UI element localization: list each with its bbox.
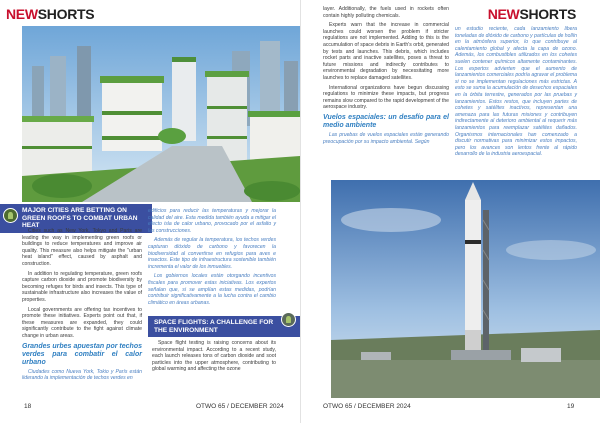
right-page <box>300 0 600 423</box>
left-column-2-space-text: Space flight testing is raising concerns about its environmental impact. According to a recent study, each launch releases tons of carbon dioxide and soot particles into the upper atmosphere, contributing to global warming and affecting the ozone <box>152 340 276 373</box>
leaf-icon <box>3 208 18 223</box>
issue-label-right: OTWO 65 / DECEMBER 2024 <box>323 403 411 410</box>
page-number-right: 19 <box>567 403 575 410</box>
right-column-2-spanish: un estudio reciente, cada lanzamiento libera toneladas de dióxido de carbono y partículas de hollín en la atmósfera superior, lo que contribuye al calentamiento global y afecta la capa de ozono. Además, los combustibles utilizados en los cohetes suelen contener químicos altamente contaminantes. Los expertos advierten que el aumento de lanzamientos comerciales podría agravar el problema si no se implementan regulaciones más estrictas. A esto se suma la acumulación de desechos espaciales en la órbita terrestre, generados por las pruebas y lanzamientos. Estos restos, que incluyen partes de cohetes y satélites inactivos, representan una amenaza para las futuras misiones y contribuyen indirectamente al deterioro ambiental al requerir más lanzamientos para reemplazar satélites dañados. Organismos internacionales han comenzado a discutir normativas para minimizar estos impactos, pero los avances son lentos frente al rápido desarrollo de la industria aeroespacial. <box>455 26 577 158</box>
right-column-1: layer. Additionally, the fuels used in rockets often contain highly polluting chemicals. Experts warn that the increase in commercial launches could worsen the problem if stricter regulations are not implemented. Adding to this is the accumulation of space debris in Earth's orbit, generated by tests and launches. This debris, which includes rocket parts and inactive satellites, poses a threat to future missions and indirectly contributes to environmental degradation by necessitating more launches to replace damaged satellites. International organizations have begun discussing regulations to minimize these impacts, but progress remains slow compared to the rapid development of the aerospace industry. Vuelos espaciales: un desafío para el medio ambiente Las pruebas de vuelos espaciales están generando preocupación por su impacto ambiental. Según <box>323 6 449 145</box>
left-column-2-spanish: edificios para reducir las temperaturas y mejorar la calidad del aire. Esta medida también ayuda a mitigar el efecto isla de calor urbano, provocado por el asfalto y las construcciones. Además de regular la temperatura, los techos verdes capturan dióxido de carbono y favorecen la biodiversidad al convertirse en refugios para aves e insectos. Este tipo de infraestructura sostenible también incrementa el valor de los inmuebles. Los gobiernos locales están otorgando incentivos fiscales para promover estas iniciativas. Los expertos señalan que, si se amplían estas medidas, podrían contribuir significativamente a la lucha contra el cambio climático en áreas urbanas. <box>148 208 276 306</box>
spanish-intro: Las pruebas de vuelos espaciales están generando preocupación por su impacto ambiental. Según <box>323 131 449 145</box>
spanish-subheading: Grandes urbes apuestan por techos verdes para combatir el calor urbano <box>22 342 142 366</box>
green-roof-city-photo <box>22 26 300 202</box>
section-header-green-roofs: MAJOR CITIES ARE BETTING ON GREEN ROOFS TO COMBAT URBAN HEAT <box>0 204 152 233</box>
spanish-subheading: Vuelos espaciales: un desafío para el medio ambiente <box>323 113 449 129</box>
newshorts-logo: NEWSHORTS <box>6 6 95 22</box>
spanish-intro: Ciudades como Nueva York, Tokio y París están liderando la implementación de techos verdes en <box>22 368 142 382</box>
page-number-left: 18 <box>24 403 32 410</box>
issue-label-left: OTWO 65 / DECEMBER 2024 <box>196 403 284 410</box>
newshorts-logo: NEWSHORTS <box>487 6 576 22</box>
left-column-1: Cities such as New York, Tokyo and Paris are leading the way in implementing green roofs or buildings to reduce temperatures and improve air quality. This measure also helps mitigate the "urban heat island" effect, caused by asphalt and construction. In addition to regulating temperature, green roofs capture carbon dioxide and promote biodiversity by becoming refuges for birds and insects. This type of sustainable infrastructure also increases the value of properties. Local governments are offering tax incentives to promote these initiatives. Experts point out that, if these measures are expanded, they could significantly contribute to the fight against climate change in urban areas. Grandes urbes apuestan por techos verdes para combatir el calor urbano Ciudades como Nueva York, Tokio y París están liderando la implementación de techos verdes en <box>22 228 142 382</box>
satellite-icon <box>281 312 296 327</box>
section-header-space-flights: SPACE FLIGHTS: A CHALLENGE FOR THE ENVIRONMENT <box>148 316 300 337</box>
rocket-launch-photo <box>331 180 600 398</box>
